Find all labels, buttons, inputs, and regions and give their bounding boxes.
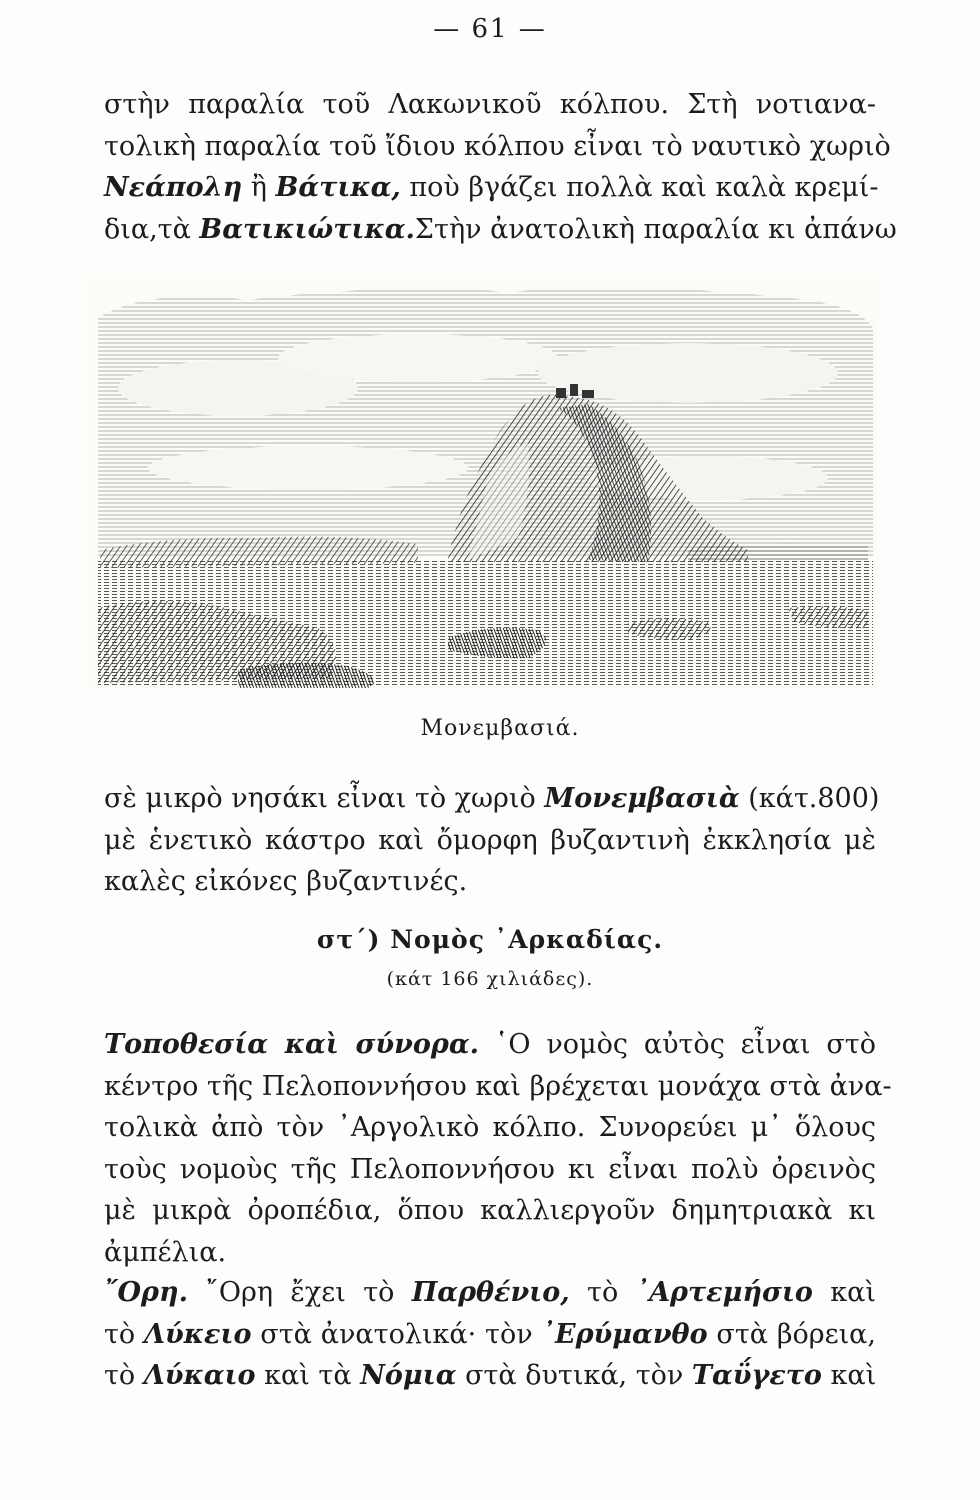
text-run: καὶ [821, 1360, 877, 1391]
place-name: Νεάπολη [104, 172, 243, 203]
product-name: Βατικιώτικα. [199, 213, 415, 245]
text-run: τὸ [104, 1318, 145, 1350]
subheading: Τοποθεσία καὶ σύνορα. [104, 1029, 480, 1060]
section-heading: στ΄) Νομὸς ᾿Αρκαδίας. [316, 925, 664, 954]
mountain-name: Λύκαιο [143, 1360, 256, 1391]
text-run: τὸ [569, 1277, 636, 1308]
paragraph-intro [104, 84, 897, 250]
text-line [104, 209, 897, 251]
text-run: Στὴν ἀνατολικὴ παραλία κι ἀπάνω [414, 213, 897, 245]
paragraph-location [104, 1024, 892, 1273]
text-line [104, 1272, 876, 1314]
text-run: ποὺ βγάζει πολλὰ καὶ καλὰ κρεμί- [400, 172, 879, 203]
text-line: μὲ ἑνετικὸ κάστρο καὶ ὄμορφη βυζαντινὴ ἐκκλησία μὲ [104, 824, 876, 856]
text-line [104, 1355, 876, 1397]
text-line [104, 167, 879, 209]
mountain-name: Νόμια [360, 1360, 457, 1391]
section-population: (κάτ 166 χιλιάδες). [386, 968, 594, 990]
mountain-name: ᾿Ερύμανθο [541, 1318, 708, 1350]
text-line [104, 1314, 876, 1356]
text-run: καὶ τὰ [255, 1360, 361, 1391]
text-run: ῎Ορη ἔχει τὸ [188, 1277, 412, 1308]
mountain-name: Ταΰγετο [691, 1360, 822, 1391]
text-line: καλὲς εἰκόνες βυζαντινές. [104, 866, 468, 897]
text-run: καὶ [812, 1277, 876, 1308]
text-run: δια,τὰ [104, 213, 200, 245]
text-line: ἀμπέλια. [104, 1236, 227, 1268]
text-line: τολικὴ παραλία τοῦ ἴδιου κόλπου εἶναι τὸ ναυτικὸ χωριὸ [104, 130, 891, 162]
text-run: στὰ βόρεια, [707, 1318, 876, 1350]
text-run: στὰ δυτικά, τὸν [456, 1360, 692, 1391]
text-run: στὰ ἀνατολικά· τὸν [251, 1318, 542, 1350]
text-run: ῾Ο νομὸς αὐτὸς εἶναι στὸ [479, 1029, 876, 1060]
place-name: Μονεμβασιὰ [544, 783, 740, 814]
text-line: τολικὰ ἀπὸ τὸν ᾿Αργολικὸ κόλπο. Συνορεύει μ᾿ ὅλους [104, 1112, 876, 1143]
text-run: τὸ [104, 1360, 144, 1391]
paragraph-monemvasia [104, 778, 880, 903]
figure-caption: Μονεμβασιά. [420, 716, 580, 741]
mountain-name: Παρθένιο, [411, 1277, 570, 1308]
text-run: σὲ μικρὸ νησάκι εἶναι τὸ χωριὸ [104, 783, 545, 814]
paragraph-mountains [104, 1272, 876, 1397]
text-line: στὴν παραλία τοῦ Λακωνικοῦ κόλπου. Στὴ νοτιανα- [104, 89, 876, 120]
subheading: ῎Ορη. [104, 1277, 189, 1308]
mountain-name: ᾿Αρτεμήσιο [635, 1277, 813, 1308]
text-line [104, 1024, 876, 1066]
text-run: ἢ [242, 172, 276, 203]
text-run: (κάτ.800) [739, 783, 880, 814]
text-line: κέντρο τῆς Πελοποννήσου καὶ βρέχεται μονάχα στὰ ἀνα- [104, 1070, 892, 1102]
place-name: Βάτικα, [275, 172, 401, 203]
monemvasia-engraving [88, 278, 878, 688]
text-line: τοὺς νομοὺς τῆς Πελοποννήσου κι εἶναι πολὺ ὀρεινὸς [104, 1153, 876, 1185]
text-line: μὲ μικρὰ ὀροπέδια, ὅπου καλλιεργοῦν δημητριακὰ κι [104, 1195, 876, 1226]
page-number: — 61 — [433, 14, 547, 44]
mountain-name: Λύκειο [144, 1318, 252, 1350]
text-line [104, 778, 880, 820]
